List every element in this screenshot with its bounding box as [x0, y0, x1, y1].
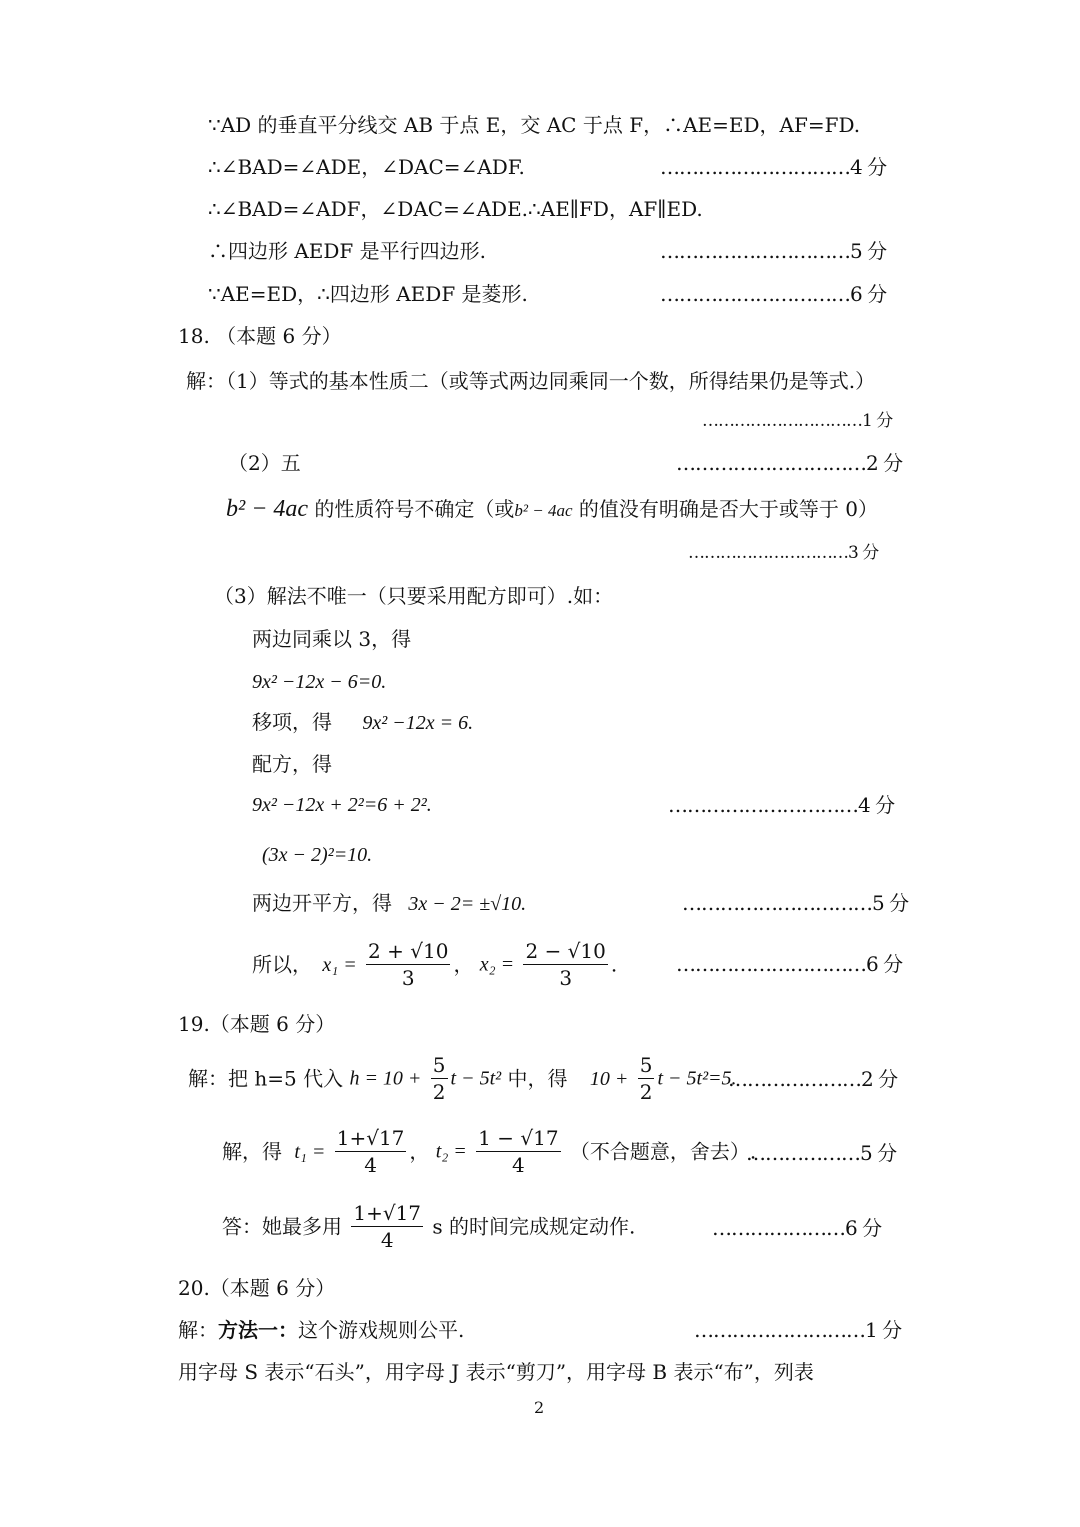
frac-num: 5 [432, 1053, 446, 1077]
p19-answer [222, 1200, 635, 1253]
p18-step-2: （2）五 [228, 451, 301, 475]
x1-denominator: 3 [401, 966, 415, 990]
p17-line-1: ∵AD 的垂直平分线交 AB 于点 E，交 AC 于点 F，∴AE=ED，AF=FD. [208, 113, 861, 137]
b2-4ac-expr-2: b² − 4ac [514, 501, 573, 520]
x2-denominator: 3 [559, 966, 573, 990]
score-4-b: …………………………4 分 [668, 793, 895, 817]
p17-line-3: ∴∠BAD=∠ADF，∠DAC=∠ADE.∴AE∥FD，AF∥ED. [208, 197, 703, 221]
p19-step-2-note: （不合题意，舍去）. [569, 1139, 757, 1164]
p17-line-4: ∴四边形 AEDF 是平行四边形. [208, 239, 487, 263]
p18-step-3: （3）解法不唯一（只要采用配方即可）.如： [214, 584, 614, 608]
p19-eq-h: h = 10 + [349, 1067, 422, 1090]
x1-label: x₁ = [322, 953, 357, 976]
p19-step-2-pre: 解，得 [222, 1139, 282, 1164]
score-6-a: …………………………6 分 [660, 282, 887, 306]
p20-step-1 [178, 1317, 464, 1343]
therefore-label: 所以， [252, 952, 312, 977]
five-halves-fraction [431, 1052, 448, 1105]
p19-answer-post: s 的时间完成规定动作. [432, 1214, 636, 1239]
p18-step-3c [252, 709, 473, 736]
t2-label: t₂ = [435, 1140, 467, 1163]
score-5-c: ………………5 分 [746, 1141, 897, 1165]
x1-fraction [366, 938, 450, 991]
t1-label: t₁ = [294, 1140, 326, 1163]
p18-eq-1: 9x² −12x − 6=0. [252, 671, 387, 693]
frac-den: 2 [432, 1080, 446, 1104]
t2-fraction [476, 1125, 560, 1178]
score-4-a: …………………………4 分 [660, 155, 887, 179]
p19-eq-2-tail: t − 5t²=5. [657, 1067, 737, 1090]
page-number: 2 [534, 1398, 545, 1417]
p19-eq-2: 10 + [589, 1067, 629, 1090]
p19-answer-pre: 答：她最多用 [222, 1214, 342, 1239]
score-5-b: …………………………5 分 [682, 891, 909, 915]
score-3-a: …………………………3 分 [688, 543, 879, 563]
x1-numerator: 2 + √10 [368, 939, 449, 963]
t1-numerator: 1+√17 [336, 1126, 405, 1150]
frac-num-2: 5 [639, 1053, 653, 1077]
p19-step-1-mid: 中，得 [507, 1066, 568, 1091]
p20-step-1-pre: 解： [178, 1318, 218, 1342]
p19-heading: 19.（本题 6 分） [178, 1012, 336, 1036]
t1-denominator: 4 [364, 1153, 377, 1177]
p18-eq-4: (3x − 2)²=10. [262, 844, 373, 866]
p17-line-2: ∴∠BAD=∠ADE，∠DAC=∠ADF. [208, 155, 525, 179]
score-2-a: …………………………2 分 [676, 451, 903, 475]
score-6-b: …………………………6 分 [676, 952, 903, 976]
p18-eq-5: 3x − 2= ±√10. [408, 893, 527, 915]
score-2-b: …………………2 分 [728, 1067, 898, 1091]
p20-step-1-text: 这个游戏规则公平. [298, 1318, 465, 1342]
p19-step-1-pre: 解：把 h=5 代入 [188, 1066, 344, 1091]
p18-eq-2: 9x² −12x = 6. [362, 712, 474, 734]
t1-fraction [335, 1125, 407, 1178]
score-1-a: …………………………1 分 [702, 411, 893, 431]
frac-den-2: 2 [639, 1080, 653, 1104]
b2-4ac-expr: b² − 4ac [226, 496, 309, 522]
t2-numerator: 1 − √17 [478, 1126, 559, 1150]
p18-step-2b-text: 的性质符号不确定（或 [308, 497, 515, 521]
p20-step-2: 用字母 S 表示“石头”，用字母 J 表示“剪刀”，用字母 B 表示“布”，列表 [178, 1360, 814, 1384]
p18-eq-3: 9x² −12x + 2²=6 + 2². [252, 794, 432, 816]
p17-line-5: ∵AE=ED，∴四边形 AEDF 是菱形. [208, 282, 528, 306]
p18-heading: 18. （本题 6 分） [178, 324, 342, 348]
p19-eq-h-tail: t − 5t² [450, 1067, 502, 1090]
p20-heading: 20.（本题 6 分） [178, 1276, 336, 1300]
p19-step-1 [188, 1052, 737, 1105]
p18-step-1: 解：（1）等式的基本性质二（或等式两边同乘同一个数，所得结果仍是等式.） [186, 369, 876, 393]
x2-fraction [523, 938, 607, 991]
five-halves-fraction-2 [638, 1052, 655, 1105]
p18-step-3d: 配方，得 [252, 752, 332, 776]
score-6-c: …………………6 分 [712, 1216, 882, 1240]
method-one-label: 方法一： [218, 1318, 298, 1342]
answer-denominator: 4 [380, 1228, 394, 1252]
x2-label: x₂ = [479, 953, 515, 976]
p18-step-3a: 两边同乘以 3，得 [252, 627, 412, 651]
score-1-b: ………………………1 分 [694, 1318, 902, 1342]
p18-step-3g [252, 890, 526, 917]
p19-step-2: 解，得 t₁ = $\frac{1+√17}{4}$ ， t₂ = $\frac{1 - √17}{4}$ （不合题意，舍去）. [222, 1126, 757, 1177]
t2-denominator: 4 [511, 1153, 525, 1177]
p18-step-2b-text-2: 的值没有明确是否大于或等于 0） [572, 497, 878, 521]
p18-step-2b [226, 496, 878, 524]
move-terms-label: 移项，得 [252, 710, 332, 734]
sqrt-both-sides-label: 两边开平方，得 [252, 891, 392, 915]
x2-numerator: 2 − √10 [525, 939, 606, 963]
answer-numerator: 1+√17 [353, 1201, 422, 1225]
score-5-a: …………………………5 分 [660, 239, 887, 263]
p18-step-3h: 所以， x₁ = $\frac{2 + √10}{3}$ ， x₂ = $\frac{2 - √10}{3}$ . [252, 939, 618, 990]
answer-fraction [351, 1200, 423, 1253]
